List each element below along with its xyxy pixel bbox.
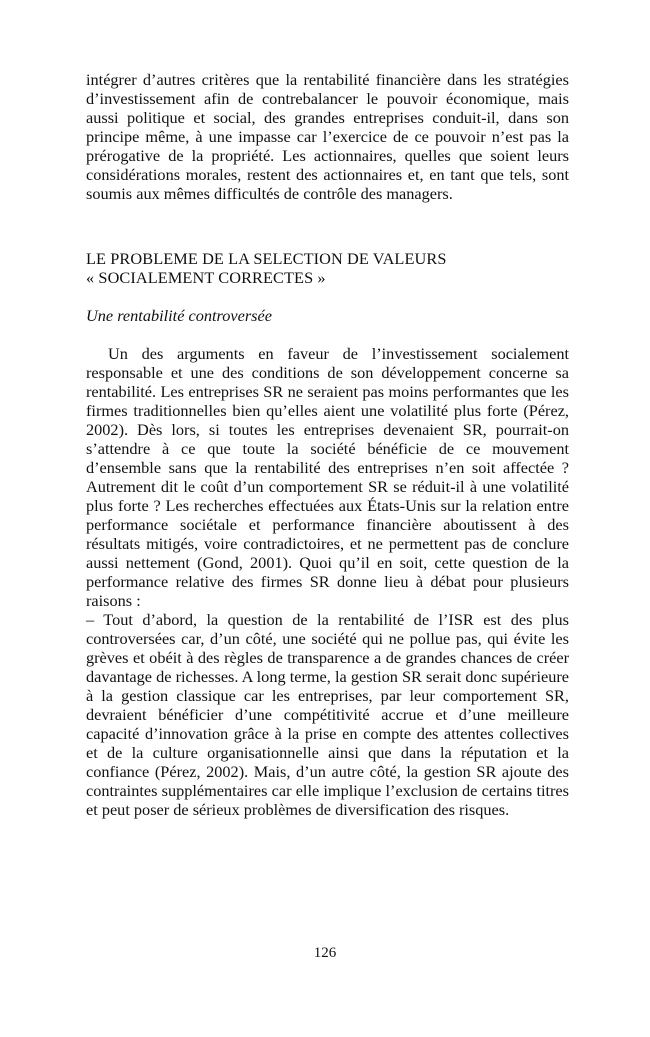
bullet-paragraph-1: – Tout d’abord, la question de la rentabilité de l’ISR est des plus controversées car, d’un côté, une société qui ne pollue pas, qui évite les grèves et obéit à des règles de transparence a de grandes chances de créer davantage de richesses. A long terme, la gestion SR serait donc supérieure à la gestion classique car les entreprises, par leur comportement SR, devraient bénéficier d’une compétitivité accrue et d’une meilleure capacité d’innovation grâce à la prise en compte des attentes collectives et de la culture organisationnelle ainsi que dans la réputation et la confiance (Pérez, 2002). Mais, d’un autre côté, la gestion SR ajoute des contraintes supplémentaires car elle implique l’exclusion de certains titres et peut poser de sérieux problèmes de diversification des risques. [86,610,569,819]
document-page [86,70,569,819]
section-heading [86,249,569,287]
page-number: 126 [313,945,337,961]
section-body [86,344,569,819]
opening-paragraph: intégrer d’autres critères que la rentabilité financière dans les stratégies d’investissement afin de contrebalancer le pouvoir économique, mais aussi politique et social, des grandes entreprises conduit-il, dans son principe même, à une impasse car l’exercice de ce pouvoir n’est pas la prérogative de la propriété. Les actionnaires, quelles que soient leurs considérations morales, restent des actionnaires et, en tant que tels, sont soumis aux mêmes difficultés de contrôle des managers. [86,70,569,203]
subheading: Une rentabilité controversée [86,306,272,325]
body-paragraph-1: Un des arguments en faveur de l’investissement socialement responsable et une des conditions de son développement concerne sa rentabilité. Les entreprises SR ne seraient pas moins performantes que les firmes traditionnelles bien qu’elles aient une volatilité plus forte (Pérez, 2002). Dès lors, si toutes les entreprises devenaient SR, pourrait-on s’attendre à ce que toute la société bénéficie de ce mouvement d’ensemble sans que la rentabilité des entreprises n’en soit affectée ? Autrement dit le coût d’un comportement SR se réduit-il à une volatilité plus forte ? Les recherches effectuées aux États-Unis sur la relation entre performance sociétale et performance financière aboutissent à des résultats mitigés, voire contradictoires, et ne permettent pas de conclure aussi nettement (Gond, 2001). Quoi qu’il en soit, cette question de la performance relative des firmes SR donne lieu à débat pour plusieurs raisons : [86,344,569,610]
section-heading-line-1: LE PROBLEME DE LA SELECTION DE VALEURS [86,249,447,268]
section-heading-line-2: « SOCIALEMENT CORRECTES » [86,268,326,287]
